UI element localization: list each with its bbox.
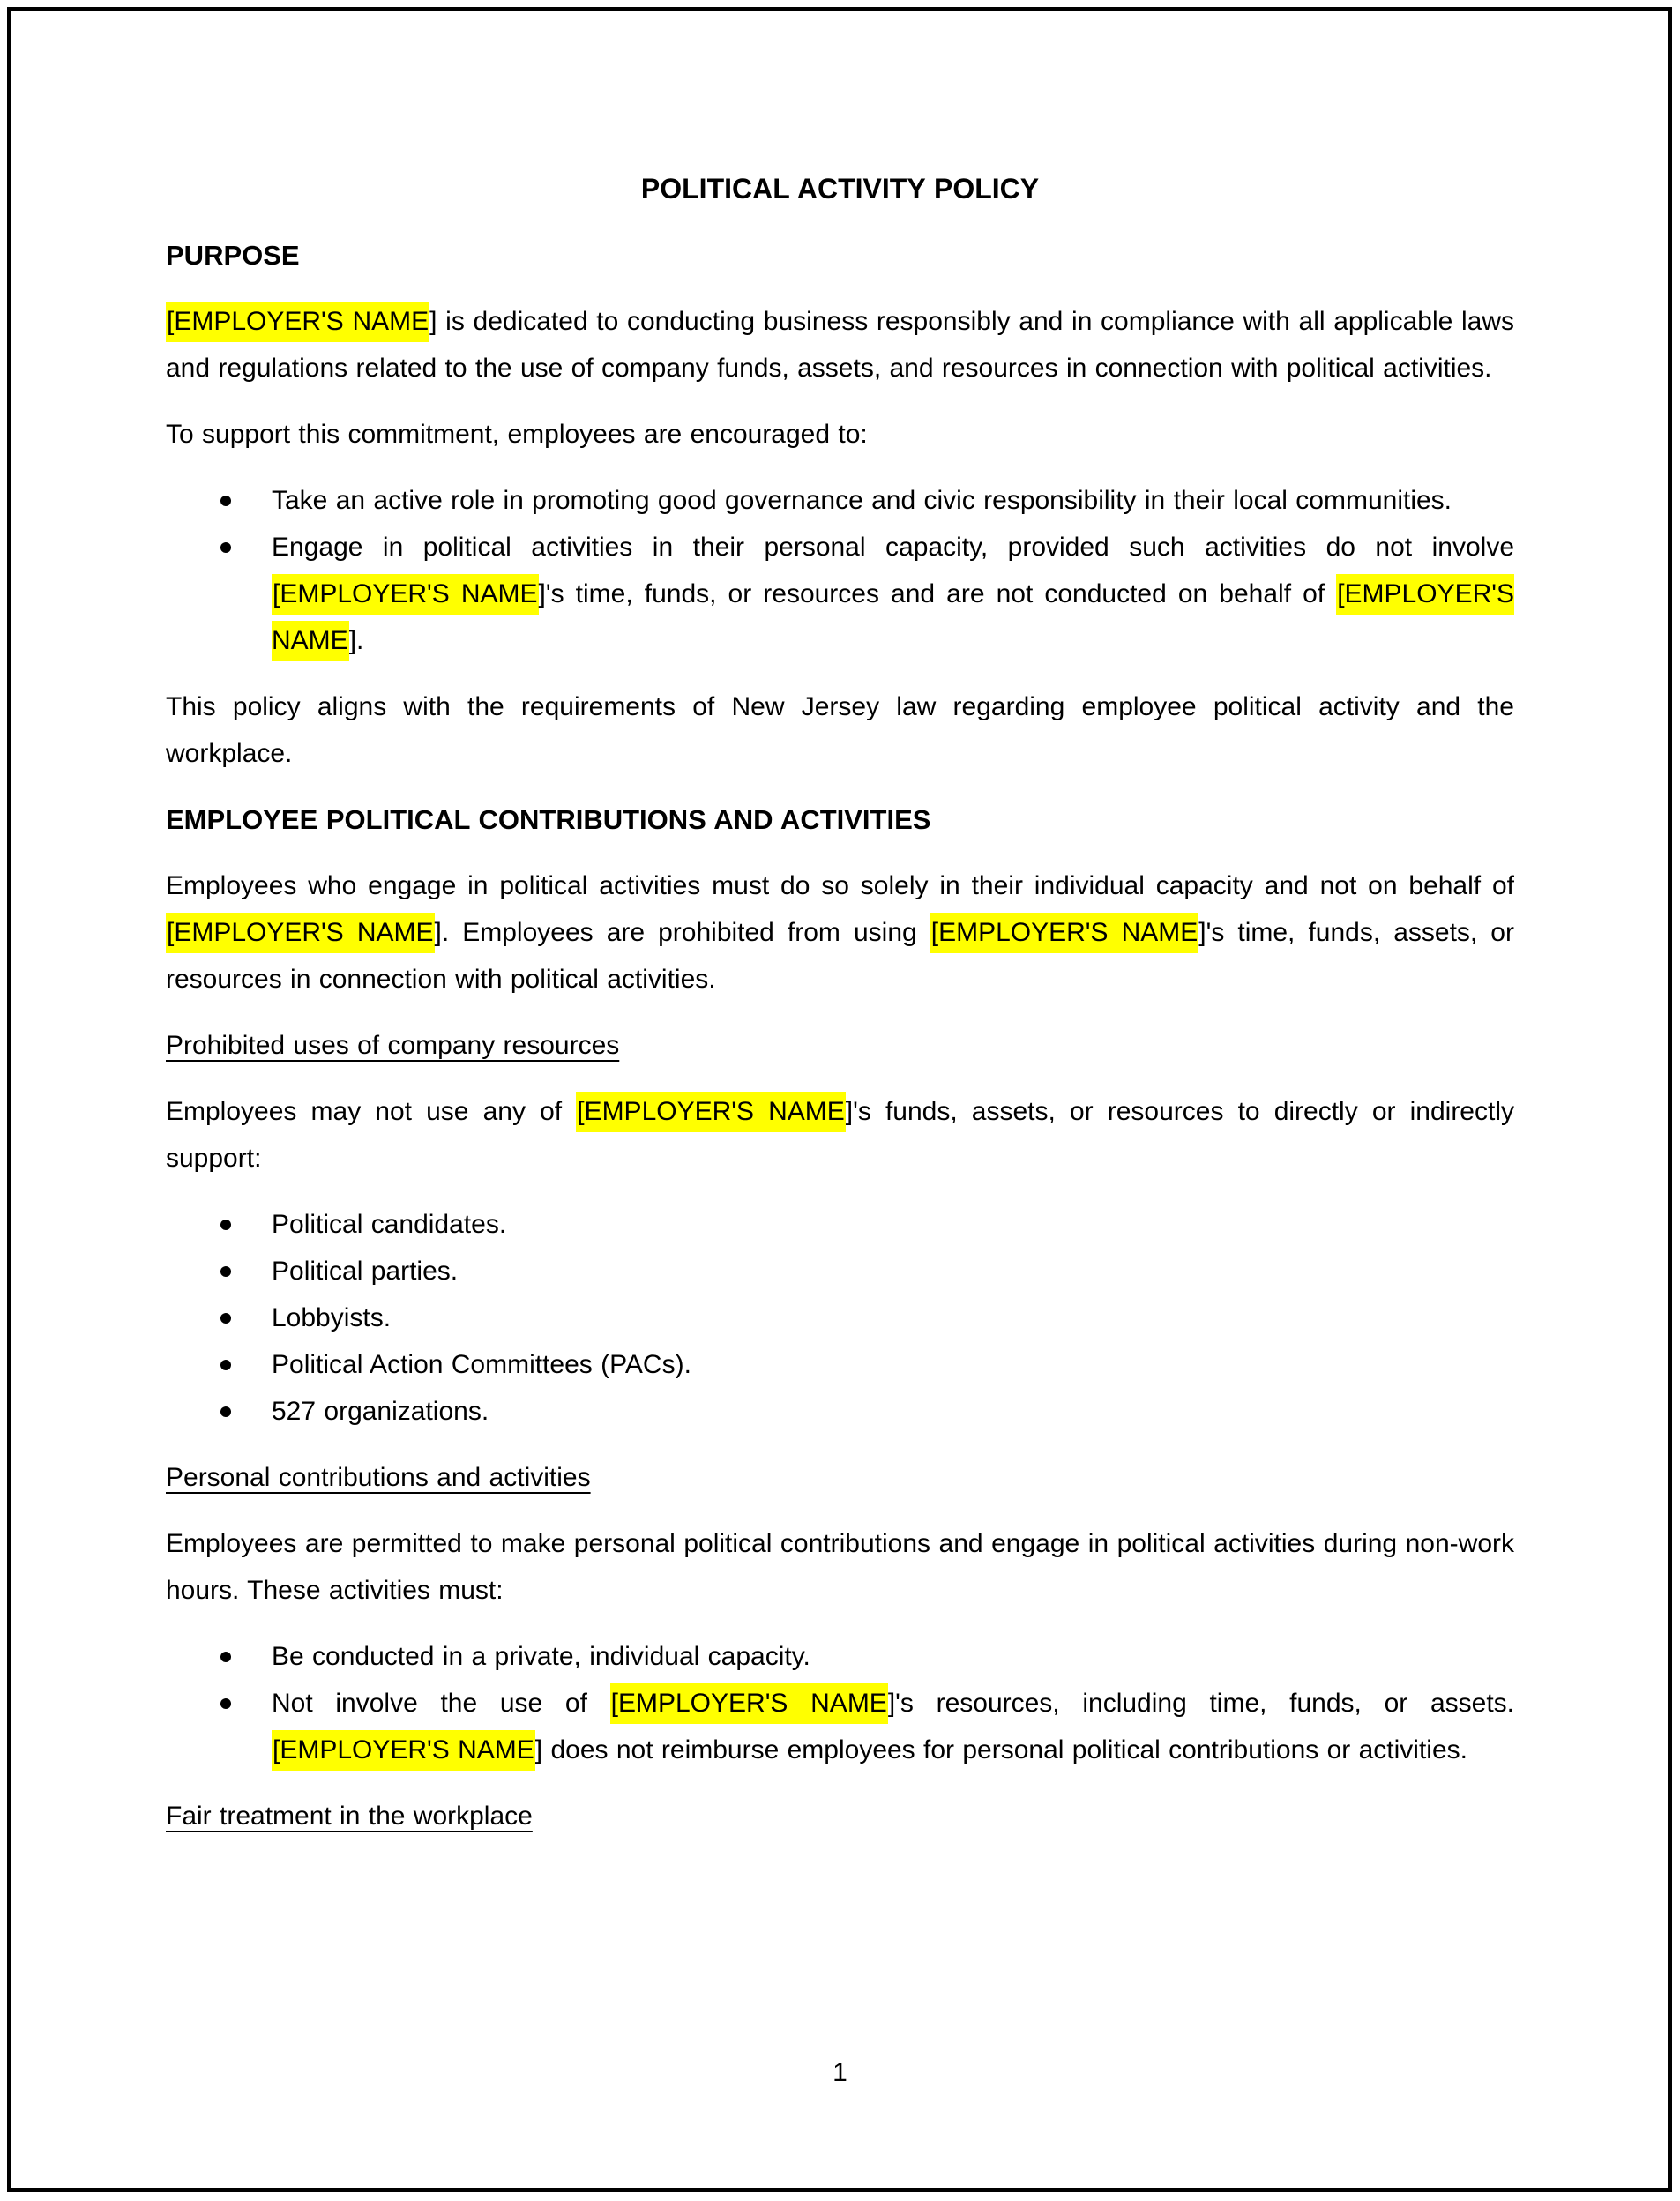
highlighted-placeholder: [EMPLOYER'S NAME bbox=[930, 913, 1199, 953]
highlighted-placeholder: [EMPLOYER'S NAME bbox=[166, 302, 429, 342]
document-title: POLITICAL ACTIVITY POLICY bbox=[640, 173, 1040, 205]
highlighted-placeholder: [EMPLOYER'S NAME bbox=[272, 574, 539, 615]
bullet-icon bbox=[220, 496, 231, 506]
paragraph: Employees who engage in political activities must do so solely in their individual capacity and not on behalf of [EMPLOYER'S NAME]. Employees are prohibited from using [EMPLOYER'S NAME]'s time, funds, assets, or resources in connection with political activities. bbox=[166, 871, 1514, 994]
bullet-icon bbox=[220, 1360, 231, 1370]
paragraph: This policy aligns with the requirements of New Jersey law regarding employee political activity and the workplace. bbox=[166, 692, 1514, 768]
subsection-heading: Personal contributions and activities bbox=[166, 1463, 591, 1492]
bullet-icon bbox=[220, 1698, 231, 1709]
highlighted-placeholder: [EMPLOYER'S NAME bbox=[610, 1683, 888, 1724]
bullet-list bbox=[166, 477, 1514, 664]
bullet-icon bbox=[220, 1652, 231, 1662]
bullet-icon bbox=[220, 1406, 231, 1417]
list-item: Not involve the use of [EMPLOYER'S NAME]'s resources, including time, funds, or assets. [EMPLOYER'S NAME] does not reimburse employees for personal political contributions or activities. bbox=[166, 1680, 1514, 1773]
subsection-heading: Prohibited uses of company resources bbox=[166, 1031, 620, 1060]
list-item: Political Action Committees (PACs). bbox=[166, 1341, 1514, 1388]
bullet-icon bbox=[220, 1220, 231, 1230]
list-item: Be conducted in a private, individual capacity. bbox=[166, 1633, 1514, 1680]
section-heading: PURPOSE bbox=[166, 240, 300, 271]
bullet-list bbox=[166, 1633, 1514, 1773]
list-item: Take an active role in promoting good governance and civic responsibility in their local communities. bbox=[166, 477, 1514, 524]
paragraph: [EMPLOYER'S NAME] is dedicated to conducting business responsibly and in compliance with all applicable laws and regulations related to the use of company funds, assets, and resources in connection with political activities. bbox=[166, 298, 1514, 392]
bullet-icon bbox=[220, 1313, 231, 1324]
list-item: Engage in political activities in their personal capacity, provided such activities do not involve [EMPLOYER'S NAME]'s time, funds, or resources and are not conducted on behalf of [EMPLOYER'S NAME]. bbox=[166, 524, 1514, 664]
list-item: 527 organizations. bbox=[166, 1388, 1514, 1435]
paragraph: Employees are permitted to make personal political contributions and engage in political activities during non-work hours. These activities must: bbox=[166, 1529, 1514, 1605]
page-number: 1 bbox=[833, 2058, 847, 2087]
document-blocks bbox=[166, 232, 1514, 1839]
section-heading: EMPLOYEE POLITICAL CONTRIBUTIONS AND ACTIVITIES bbox=[166, 804, 931, 835]
subsection-heading: Fair treatment in the workplace bbox=[166, 1802, 533, 1831]
bullet-icon bbox=[220, 542, 231, 553]
paragraph: Employees may not use any of [EMPLOYER'S NAME]'s funds, assets, or resources to directly or indirectly support: bbox=[166, 1088, 1514, 1182]
list-item: Political candidates. bbox=[166, 1201, 1514, 1248]
highlighted-placeholder: [EMPLOYER'S NAME bbox=[576, 1092, 846, 1132]
page-footer bbox=[0, 2049, 1680, 2096]
list-item: Political parties. bbox=[166, 1248, 1514, 1294]
paragraph: To support this commitment, employees are encouraged to: bbox=[166, 420, 868, 449]
highlighted-placeholder: [EMPLOYER'S NAME bbox=[166, 913, 435, 953]
bullet-list bbox=[166, 1201, 1514, 1435]
list-item: Lobbyists. bbox=[166, 1294, 1514, 1341]
bullet-icon bbox=[220, 1266, 231, 1277]
highlighted-placeholder: [EMPLOYER'S NAME bbox=[272, 574, 1514, 661]
document-body bbox=[166, 166, 1514, 1859]
highlighted-placeholder: [EMPLOYER'S NAME bbox=[272, 1730, 535, 1771]
